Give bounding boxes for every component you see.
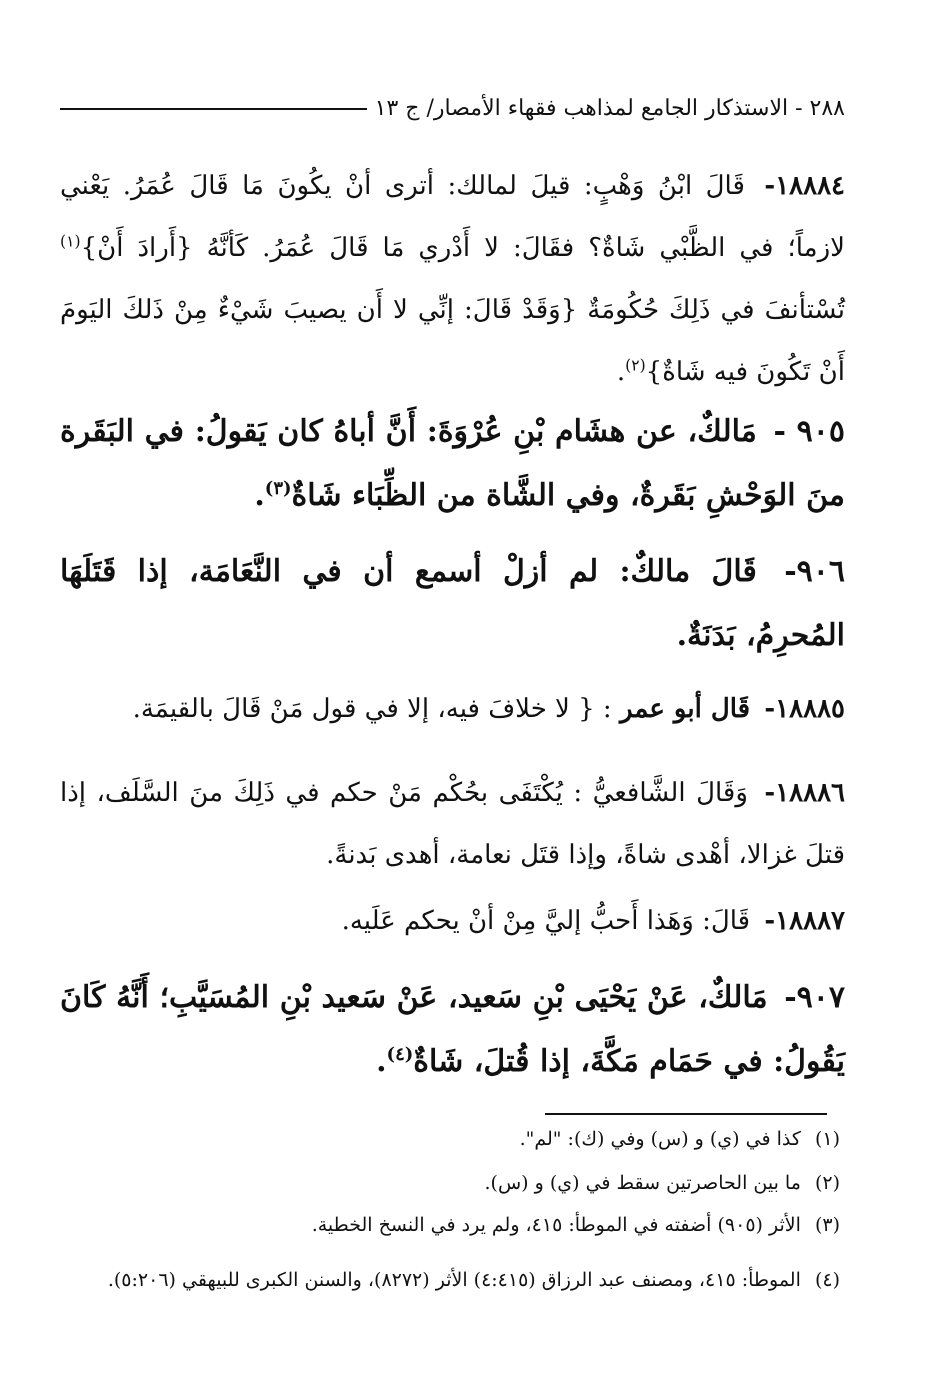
header-title: ٢٨٨ - الاستذكار الجامع لمذاهب فقهاء الأمصار/ ج ١٣ [374, 96, 845, 121]
footnote-separator [545, 1113, 827, 1115]
footnote-4 [55, 1258, 840, 1302]
footnote-number: (١) [814, 1128, 840, 1150]
hadith-number: ٩٠٧- [784, 980, 846, 1015]
footnote-text: الأثر (٩٠٥) أضفته في الموطأ: ٤١٥، ولم يرد في النسخ الخطية. [311, 1214, 801, 1236]
footnote-text: ما بين الحاصرتين سقط في (ي) و (س). [484, 1172, 801, 1194]
paragraph-number: ١٨٨٨٥- [764, 694, 845, 724]
footnote-number: (٢) [814, 1172, 840, 1194]
header-rule [60, 108, 367, 110]
paragraph-tail: . [616, 357, 626, 387]
paragraph-18884 [60, 155, 845, 403]
paragraph-text-continued: تُسْتأنفَ في ذَلِكَ حُكُومَةٌ {وَقَدْ قَالَ: إنِّي لا أَن يصيبَ شَيْءٌ مِنْ ذَلكَ اليَومَ أَنْ تَكُونَ فيه شَاةٌ} [60, 295, 845, 387]
hadith-text: مَالكٌ، عن هشَام بْنِ عُرْوَةَ: أَنَّ أباهُ كان يَقولُ: في البَقَرة منَ الوَحْشِ بَقَرةٌ، وفي الشَّاة من الظِّبَاء شَاةٌ [60, 414, 845, 513]
hadith-number: ٩٠٦- [784, 554, 845, 589]
paragraph-text: وَقَالَ الشَّافعيُّ : يُكْتَفَى بحُكْم مَنْ حكم في ذَلِكَ منَ السَّلَف، إذا قتلَ غزالا، أهْدى شاةً، وإذا قتَل نعامة، أهدى بَدنةً. [60, 778, 845, 870]
speaker-name: قَال أبو عمر [619, 694, 751, 724]
footnote-1 [55, 1124, 840, 1154]
footnote-text: الموطأ: ٤١٥، ومصنف عبد الرزاق (٤:٤١٥) الأثر (٨٢٧٢)، والسنن الكبرى للبيهقي (٥:٢٠٦). [107, 1269, 801, 1291]
footnote-ref[interactable]: (١) [60, 232, 81, 251]
hadith-tail: . [376, 1044, 387, 1079]
footnote-number: (٣) [814, 1214, 840, 1236]
paragraph-18887 [60, 890, 845, 952]
hadith-text: قَالَ مالكٌ: لم أزلْ أسمع أن في النَّعَامَة، إذا قَتَلَهَا المُحرِمُ، بَدَنَةٌ. [60, 554, 845, 653]
paragraph-text: قَالَ: وَهَذا أَحبُّ إليَّ مِنْ أنْ يحكم عَلَيه. [341, 906, 751, 936]
paragraph-18886 [60, 762, 845, 886]
paragraph-18885 [60, 678, 845, 740]
footnote-text: كذا في (ي) و (س) وفي (ك): "لم". [519, 1128, 801, 1150]
hadith-tail: . [254, 478, 265, 513]
running-header [60, 94, 845, 124]
footnote-3 [55, 1210, 840, 1240]
footnote-2 [55, 1168, 840, 1198]
hadith-905 [60, 400, 845, 528]
footnote-ref[interactable]: (٢) [625, 356, 646, 375]
paragraph-number: ١٨٨٨٦- [764, 778, 846, 808]
footnote-ref[interactable]: (٣) [264, 478, 292, 499]
hadith-907 [60, 966, 845, 1094]
hadith-number: ٩٠٥ - [773, 414, 845, 449]
paragraph-number: ١٨٨٨٤- [764, 171, 846, 201]
paragraph-text: : { لا خلافَ فيه، إلا في قول مَنْ قَالَ بالقيمَة. [132, 694, 612, 724]
paragraph-text: قَالَ ابْنُ وَهْبٍ: قيلَ لمالك: أترى أنْ يكُونَ مَا قَالَ عُمَرُ. يَعْني لازماً؛ في الظَّبْي شَاةٌ؟ فقَالَ: لا أَدْري مَا قَالَ عُمَرُ. كَأنَّهُ {أَرادَ أَنْ} [60, 171, 845, 263]
footnote-ref[interactable]: (٤) [386, 1044, 414, 1065]
hadith-906 [60, 540, 845, 668]
footnote-number: (٤) [814, 1269, 840, 1291]
paragraph-number: ١٨٨٨٧- [764, 906, 845, 936]
hadith-text: مَالكٌ، عَنْ يَحْيَى بْنِ سَعيد، عَنْ سَعيد بْنِ المُسَيَّبِ؛ أَنَّهُ كَانَ يَقُولُ: في حَمَام مَكَّةَ، إذا قُتلَ، شَاةٌ [60, 980, 845, 1079]
